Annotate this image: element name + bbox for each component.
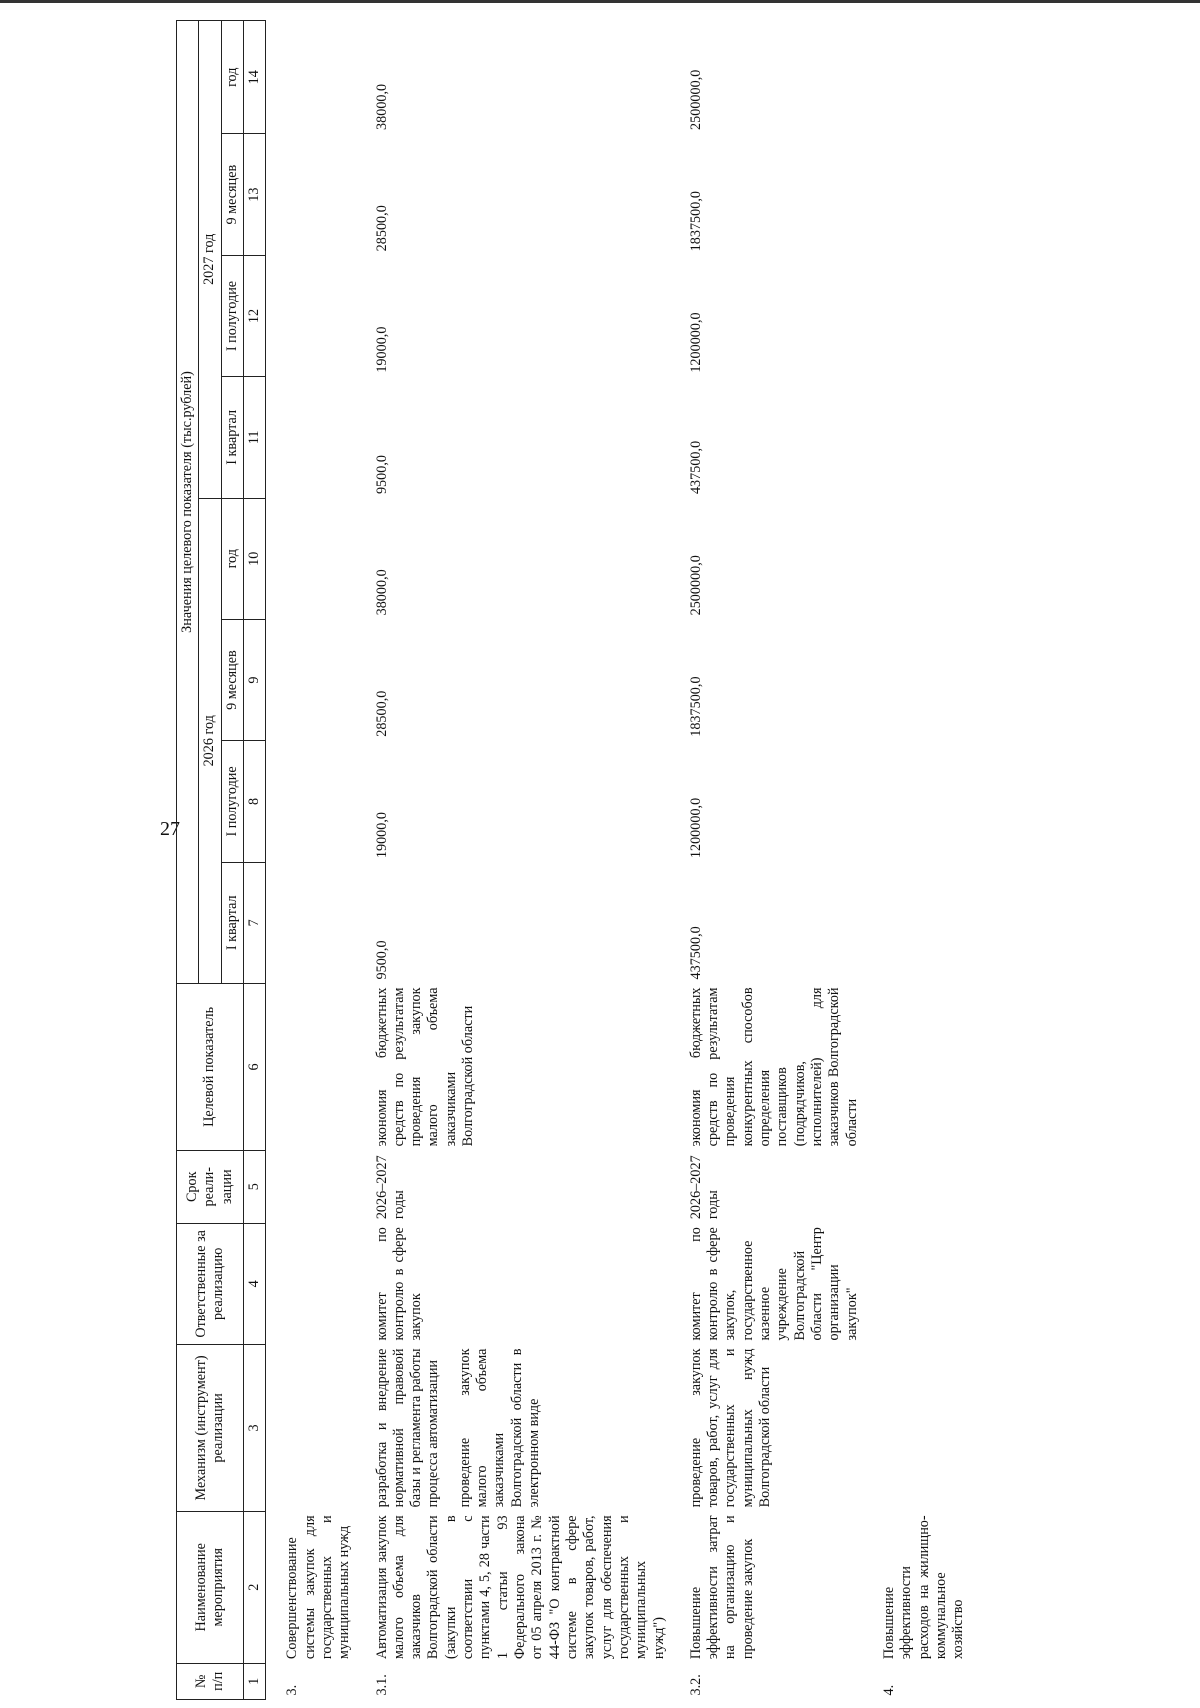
col-number: 7 (243, 862, 265, 983)
header-2026-m9: 9 месяцев (221, 619, 243, 740)
row-name: Повышение эффективности затрат на организацию и проведение закупок (687, 1515, 756, 1660)
header-mechanism: Механизм (инструмент) реализации (177, 1345, 244, 1512)
mechanism-item: проведение закупок малого объема заказчиками Волгоградской области в электронном виде (456, 1348, 542, 1508)
value-2026-h1: 1200000,0 (687, 797, 704, 859)
value-2026-year: 2500000,0 (687, 555, 704, 616)
row-name: Повышение эффективности расходов на жилищно-коммунальное хозяйство (880, 1515, 967, 1660)
row-num: 4. (880, 1684, 897, 1696)
header-2026-year: год (221, 498, 243, 619)
col-number: 6 (243, 983, 265, 1150)
header-year-2026: 2026 год (199, 498, 221, 983)
row-num: 3. (284, 1684, 301, 1696)
table-row-3-2 (670, 21, 863, 1700)
header-2027-year: год (221, 21, 243, 134)
col-number: 5 (243, 1150, 265, 1223)
row-name: Автоматизация закупок малого объема для заказчиков Волгоградской области (закупки в соответствии с пунктами 4, 5, 28 части 1 статьи 93 Федерального закона от 05 апреля 2013 г. № 44-ФЗ "О контрактной системе в сфере закупок товаров, работ, услуг для обеспечения государственных и муниципальных нужд") (373, 1515, 667, 1660)
row-name: Совершенствование системы закупок для государственных и муниципальных нужд (284, 1515, 353, 1660)
col-number: 1 (243, 1663, 265, 1699)
row-num: 3.2. (687, 1674, 704, 1696)
value-2026-m9: 1837500,0 (687, 676, 704, 737)
table-row-3 (266, 21, 356, 1700)
header-year-2027: 2027 год (199, 21, 221, 499)
header-values-group: Значения целевого показателя (тыс.рублей) (177, 21, 199, 984)
header-indicator: Целевой показатель (177, 983, 244, 1150)
col-number: 13 (243, 134, 265, 255)
value-2027-q1: 437500,0 (687, 440, 704, 495)
col-number: 12 (243, 255, 265, 376)
header-responsible: Ответственные за реализацию (177, 1223, 244, 1344)
column-number-row (243, 21, 265, 1700)
col-number: 2 (243, 1511, 265, 1663)
value-2027-year: 2500000,0 (687, 69, 704, 130)
header-2026-q1: I квартал (221, 862, 243, 983)
value-2027-m9: 1837500,0 (687, 191, 704, 252)
col-number: 3 (243, 1345, 265, 1512)
col-number: 4 (243, 1223, 265, 1344)
table-header (177, 21, 266, 1700)
col-number: 11 (243, 377, 265, 498)
value-2026-h1: 19000,0 (373, 812, 390, 859)
header-2026-h1: I полугодие (221, 741, 243, 862)
mechanism-item: проведение закупок товаров, работ, услуг для государственных и муниципальных нужд Волгоградской области (687, 1348, 774, 1508)
row-num: 3.1. (373, 1674, 390, 1696)
value-2026-q1: 437500,0 (687, 926, 704, 980)
rotated-table-container (176, 20, 1176, 1700)
row-indicator: экономия бюджетных средств по результатам проведения закупок малого объема заказчиками Волгоградской области (373, 987, 477, 1147)
col-number: 14 (243, 21, 265, 134)
row-indicator: экономия бюджетных средств по результатам проведения конкурентных способов определения поставщиков (подрядчиков, исполнителей) для заказчиков Волгоградской области (687, 987, 860, 1147)
header-2027-h1: I полугодие (221, 255, 243, 376)
table-row-3-1 (356, 21, 670, 1700)
table-row-4 (863, 21, 970, 1700)
value-2027-h1: 19000,0 (373, 326, 390, 373)
value-2027-h1: 1200000,0 (687, 312, 704, 373)
row-term: 2026–2027 годы (373, 1155, 407, 1220)
row-responsible: комитет по контролю в сфере закупок, государственное казенное учреждение Волгоградской области "Центр организации закупок" (687, 1227, 860, 1341)
value-2027-year: 38000,0 (373, 83, 390, 130)
header-name: Наименование мероприятия (177, 1511, 244, 1663)
col-number: 9 (243, 619, 265, 740)
row-term: 2026–2027 годы (687, 1155, 722, 1220)
header-2027-m9: 9 месяцев (221, 134, 243, 255)
row-mechanism (670, 1345, 863, 1512)
top-border-line (0, 0, 1200, 3)
indicator-table (176, 20, 970, 1700)
mechanism-item: разработка и внедрение нормативной правовой базы и регламента работы процесса автоматизации (373, 1348, 442, 1508)
row-mechanism (356, 1345, 670, 1512)
page-number: 27 (160, 818, 180, 840)
value-2026-q1: 9500,0 (373, 940, 390, 980)
col-number: 10 (243, 498, 265, 619)
row-responsible: комитет по контролю в сфере закупок (373, 1227, 425, 1341)
value-2027-m9: 28500,0 (373, 205, 390, 252)
value-2026-m9: 28500,0 (373, 690, 390, 737)
col-number: 8 (243, 741, 265, 862)
header-term: Срок реали-зации (177, 1150, 244, 1223)
value-2026-year: 38000,0 (373, 569, 390, 616)
value-2027-q1: 9500,0 (373, 455, 390, 495)
header-num: № п/п (177, 1663, 244, 1699)
header-2027-q1: I квартал (221, 377, 243, 498)
